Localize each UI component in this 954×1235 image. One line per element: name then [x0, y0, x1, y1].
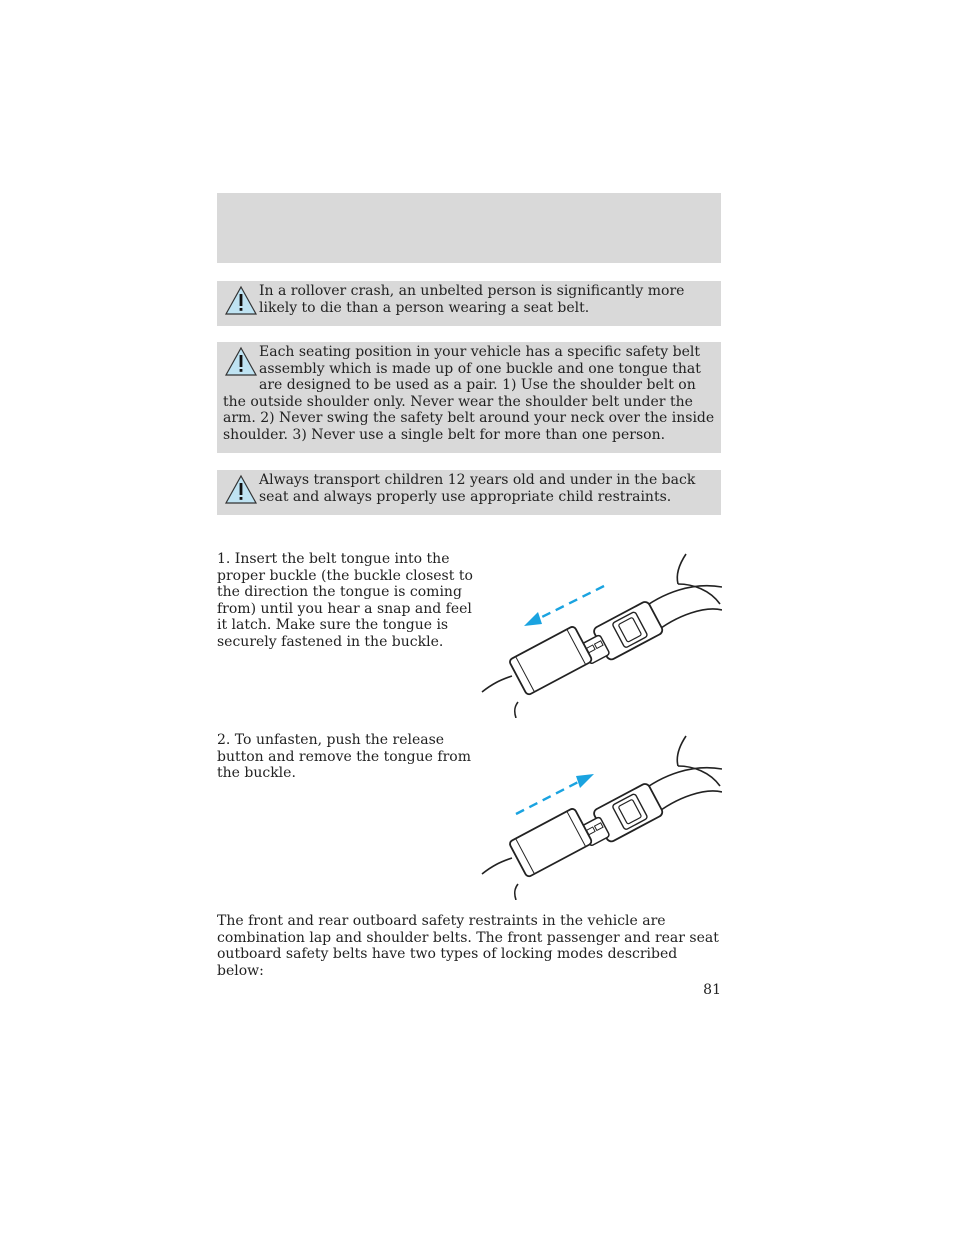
warning-box-children [217, 470, 721, 515]
page-number: 81 [703, 982, 721, 998]
warning-box-rollover [217, 281, 721, 326]
warning-triangle-icon [223, 345, 259, 378]
warning-text: In a rollover crash, an unbelted person is significantly more likely to die than a person wearing a seat belt. [259, 283, 685, 316]
step-release-text: 2. To unfasten, push the release button and remove the tongue from the buckle. [217, 732, 471, 781]
seatbelt-insert-illustration [478, 552, 722, 718]
warning-box-seating-position [217, 342, 721, 453]
body-paragraph: The front and rear outboard safety restraints in the vehicle are combination lap and shoulder belts. The front passenger and rear seat outboard safety belts have two types of locking modes described below: [217, 913, 719, 979]
warning-triangle-icon [223, 284, 259, 317]
warning-triangle-icon [223, 473, 259, 506]
step-insert-text: 1. Insert the belt tongue into the proper buckle (the buckle closest to the direction the tongue is coming from) until you hear a snap and feel it latch. Make sure the tongue is securely fastened in the buckle. [217, 551, 473, 650]
warning-text: Always transport children 12 years old and under in the back seat and always properly use appropriate child restraints. [259, 472, 696, 505]
warning-text: Each seating position in your vehicle has a specific safety belt assembly which is made up of one buckle and one tongue that are designed to be used as a pair. 1) Use the shoulder belt on the outside shoulder only. Never wear the shoulder belt under the arm. 2) Never swing the safety belt around your neck over the inside shoulder. 3) Never use a single belt for more than one person. [223, 344, 715, 443]
header-band [217, 193, 721, 263]
seatbelt-release-illustration [478, 734, 722, 900]
